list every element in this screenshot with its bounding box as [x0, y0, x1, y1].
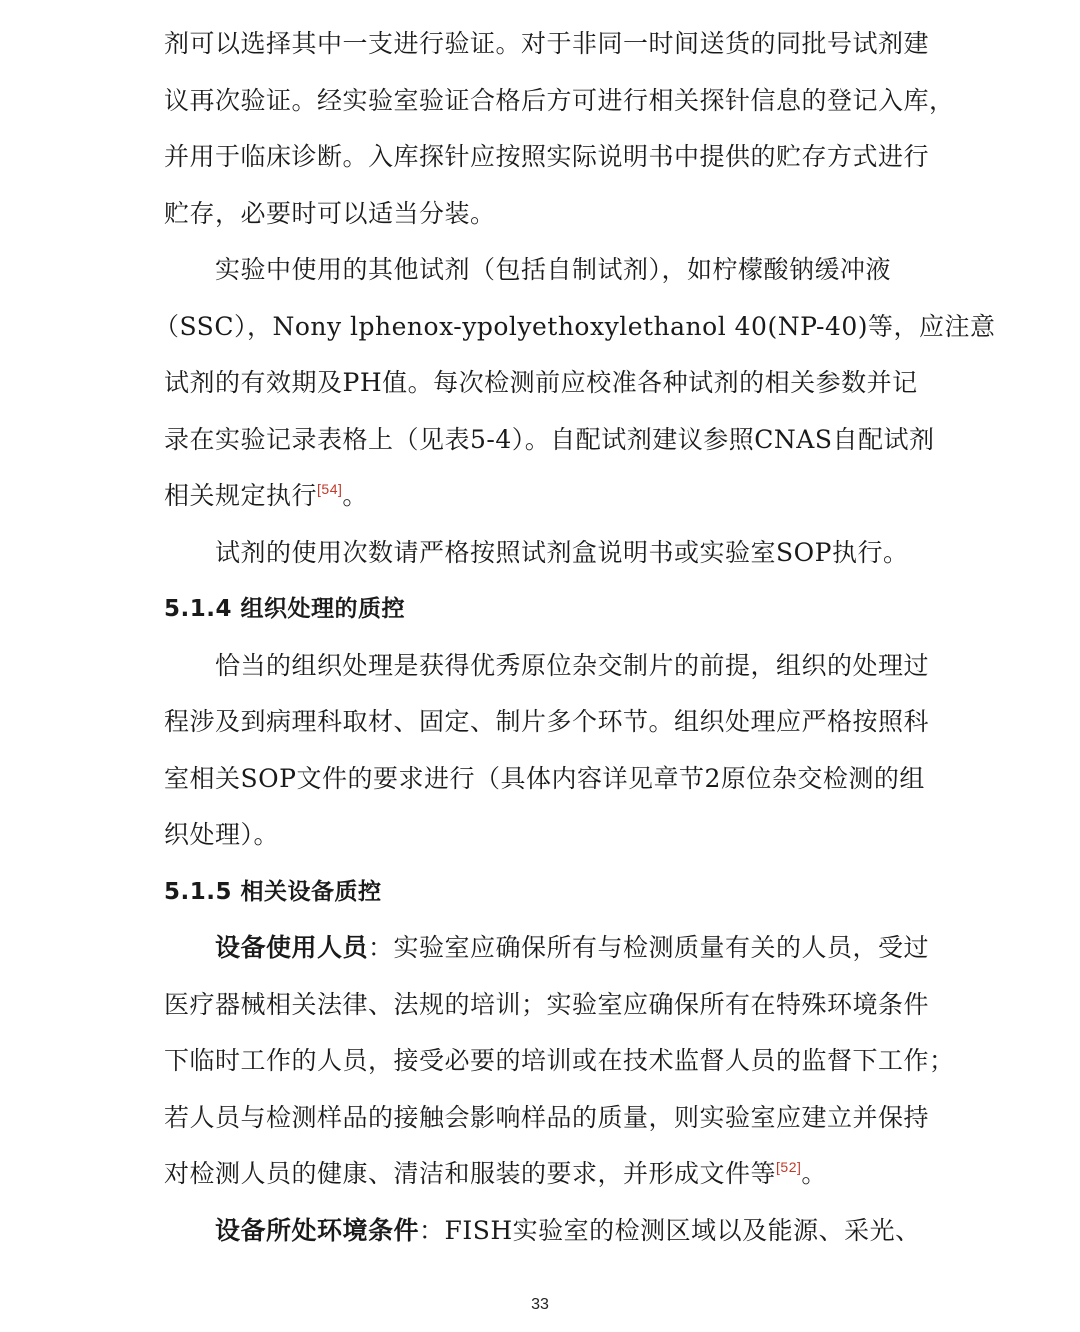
text-line: 程涉及到病理科取材、固定、制片多个环节。组织处理应严格按照科: [164, 707, 930, 736]
text-line: （SSC），Nony lphenox-ypolyethoxylethanol 40(NP-40)等，应注意: [154, 311, 996, 341]
text-line: 议再次验证。经实验室验证合格后方可进行相关探针信息的登记入库，: [164, 85, 955, 115]
text-line: 录在实验记录表格上（见表5-4）。自配试剂建议参照CNAS自配试剂: [164, 424, 935, 454]
text-line: 剂可以选择其中一支进行验证。对于非同一时间送货的同批号试剂建: [164, 29, 930, 58]
text-line: 恰当的组织处理是获得优秀原位杂交制片的前提，组织的处理过: [215, 650, 930, 680]
text-line: 实验中使用的其他试剂（包括自制试剂），如柠檬酸钠缓冲液: [215, 255, 892, 284]
citation-ref[interactable]: [54]: [317, 481, 343, 497]
text-segment: ：实验室应确保所有与检测质量有关的人员，受过: [368, 933, 930, 962]
text-line: 室相关SOP文件的要求进行（具体内容详见章节2原位杂交检测的组: [164, 763, 925, 793]
paragraph-tissue-processing: [164, 638, 930, 864]
section-heading-5-1-4: [164, 581, 920, 638]
text-line: [164, 1203, 920, 1260]
text-line: 试剂的有效期及PH值。每次检测前应校准各种试剂的相关参数并记: [164, 368, 918, 397]
bold-lead: 设备所处环境条件: [215, 1215, 420, 1245]
paragraph-equipment-environment: [164, 1203, 920, 1260]
page-content: [154, 16, 996, 1259]
text-line: [164, 920, 930, 977]
text-line: [164, 468, 920, 525]
text-line: 织处理）。: [164, 820, 280, 849]
section-title: 相关设备质控: [240, 878, 382, 905]
section-heading-5-1-5: [164, 864, 920, 921]
paragraph-reagent-usage: [164, 525, 920, 582]
text-line: 若人员与检测样品的接触会影响样品的质量，则实验室应建立并保持: [164, 1102, 930, 1132]
bold-lead: 设备使用人员: [215, 933, 369, 962]
citation-ref[interactable]: [52]: [776, 1159, 802, 1175]
text-line: 医疗器械相关法律、法规的培训；实验室应确保所有在特殊环境条件: [164, 989, 930, 1019]
text-segment: ：FISH实验室的检测区域以及能源、采光、: [419, 1215, 921, 1245]
text-segment: 相关规定执行: [164, 481, 318, 510]
page-number: 33: [531, 1296, 549, 1313]
text-line: 试剂的使用次数请严格按照试剂盒说明书或实验室SOP执行。: [215, 537, 909, 567]
paragraph-other-reagents: [154, 242, 996, 525]
text-segment: 。: [342, 481, 368, 510]
paragraph-probe-verification: [164, 16, 955, 242]
text-segment: 对检测人员的健康、清洁和服装的要求，并形成文件等: [164, 1159, 777, 1188]
text-line: 并用于临床诊断。入库探针应按照实际说明书中提供的贮存方式进行: [164, 142, 930, 171]
section-number: 5.1.5: [164, 878, 232, 905]
text-line: 贮存，必要时可以适当分装。: [164, 198, 496, 228]
text-line: [164, 1146, 920, 1203]
section-title: 组织处理的质控: [240, 596, 406, 622]
text-segment: 。: [801, 1159, 827, 1188]
section-number: 5.1.4: [164, 596, 232, 622]
text-line: 下临时工作的人员，接受必要的培训或在技术监督人员的监督下工作；: [164, 1046, 955, 1075]
paragraph-equipment-personnel: [164, 920, 955, 1203]
